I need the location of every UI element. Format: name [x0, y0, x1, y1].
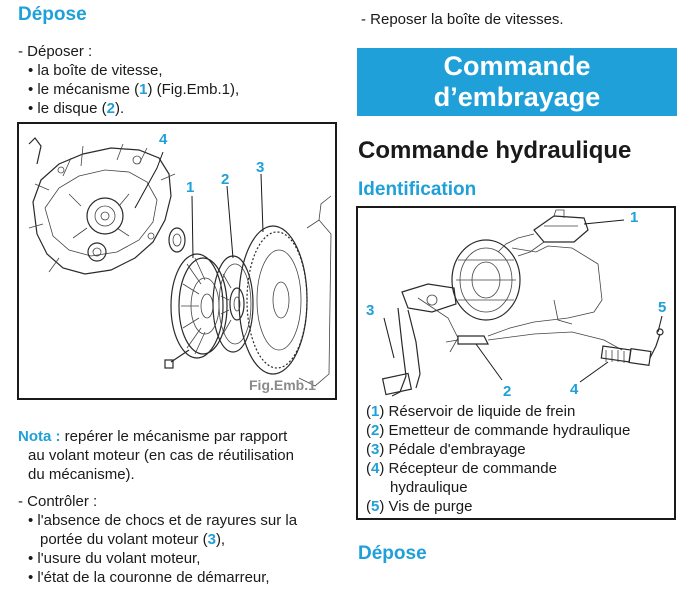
legend-number: 3	[371, 441, 380, 458]
note-line: du mécanisme).	[28, 466, 135, 483]
figure-clutch-exploded	[17, 122, 337, 400]
figure-callout: 3	[256, 159, 265, 176]
legend-number: 4	[371, 460, 380, 477]
leader-line-2	[227, 186, 233, 258]
remove-item-text: • le disque (	[28, 100, 107, 117]
check-item	[40, 530, 225, 549]
check-item-number: 3	[207, 531, 216, 548]
note-text: repérer le mécanisme par rapport	[60, 428, 288, 445]
reassemble-line: - Reposer la boîte de vitesses.	[361, 11, 564, 28]
hydraulic-line-drawing	[488, 332, 622, 350]
figure-callout: 1	[630, 209, 639, 226]
note-line	[18, 427, 287, 446]
leader-line-4	[135, 152, 163, 208]
master-cylinder-drawing	[446, 336, 488, 344]
note-line: au volant moteur (en cas de réutilisation	[28, 447, 294, 464]
legend-item: (2) Emetteur de commande hydraulique	[366, 422, 631, 439]
remove-item-text: ) (Fig.Emb.1),	[147, 81, 240, 98]
legend-item: (3) Pédale d'embrayage	[366, 441, 526, 458]
figure-callout: 4	[159, 131, 168, 148]
legend-item-continuation: hydraulique	[390, 479, 468, 496]
figure-callout: 5	[658, 299, 667, 316]
check-item: • l'usure du volant moteur,	[28, 550, 201, 567]
hydraulic-line-drawing	[554, 300, 572, 324]
clutch-pedal-drawing	[383, 284, 458, 396]
identification-heading: Identification	[358, 179, 477, 200]
legend-item: (4) Récepteur de commande	[366, 460, 557, 477]
clutch-exploded-drawing	[19, 124, 335, 398]
left-heading-depose: Dépose	[18, 4, 87, 25]
figure-caption: Fig.Emb.1	[249, 377, 316, 393]
leader-line-3	[261, 174, 263, 232]
remove-item-number: 2	[106, 100, 115, 117]
legend-item: (5) Vis de purge	[366, 498, 473, 515]
remove-item	[28, 80, 239, 99]
bleed-screw-drawing	[650, 329, 663, 358]
check-item-text: ),	[215, 531, 226, 548]
legend-text: Vis de purge	[388, 498, 473, 515]
leader-line-1	[584, 220, 624, 224]
leader-line-3	[384, 318, 394, 358]
figure-callout: 2	[221, 171, 230, 188]
remove-item-text: ).	[114, 100, 125, 117]
release-bearing-drawing	[169, 228, 185, 252]
check-intro: - Contrôler :	[18, 493, 98, 510]
legend-text: Emetteur de commande hydraulique	[388, 422, 631, 439]
banner-line: Commande	[443, 51, 591, 81]
banner-line: d’embrayage	[433, 82, 601, 112]
clutch-disc-drawing	[213, 256, 253, 352]
gearbox-housing-drawing	[29, 138, 175, 274]
figure-hydraulic-control	[356, 206, 676, 520]
figure-callout: 4	[570, 381, 579, 398]
check-item: • l'absence de chocs et de rayures sur la	[28, 512, 298, 529]
leader-line-2	[476, 344, 502, 380]
leader-line-4	[580, 362, 608, 382]
brake-booster-drawing	[452, 240, 520, 320]
legend-text: Réservoir de liquide de frein	[388, 403, 576, 420]
note-label: Nota :	[18, 428, 61, 445]
hydraulic-control-drawing	[358, 208, 674, 404]
leader-line-1	[192, 196, 193, 258]
remove-item-number: 1	[139, 81, 148, 98]
remove-item-text: • la boîte de vitesse,	[28, 62, 163, 79]
figure-callout: 1	[186, 179, 195, 196]
bolt-drawing	[165, 350, 189, 368]
legend-number: 1	[371, 403, 380, 420]
remove-item	[28, 61, 163, 80]
figure-callout: 3	[366, 302, 375, 319]
check-item-text: portée du volant moteur (	[40, 531, 208, 548]
hydraulic-line-drawing	[488, 246, 602, 336]
remove-item	[28, 99, 124, 118]
remove-item-text: • le mécanisme (	[28, 81, 140, 98]
section-title: Commande hydraulique	[358, 137, 632, 164]
section-banner	[357, 48, 677, 116]
legend-item: (1) Réservoir de liquide de frein	[366, 403, 576, 420]
legend-text: Récepteur de commande	[388, 460, 557, 477]
bottom-heading-depose: Dépose	[358, 543, 427, 564]
legend-number: 2	[371, 422, 380, 439]
remove-intro: - Déposer :	[18, 43, 93, 60]
figure-callout: 2	[503, 383, 512, 400]
legend-text: Pédale d'embrayage	[388, 441, 526, 458]
legend-number: 5	[371, 498, 380, 515]
slave-cylinder-drawing	[601, 346, 651, 365]
check-item: • l'état de la couronne de démarreur,	[28, 569, 270, 586]
